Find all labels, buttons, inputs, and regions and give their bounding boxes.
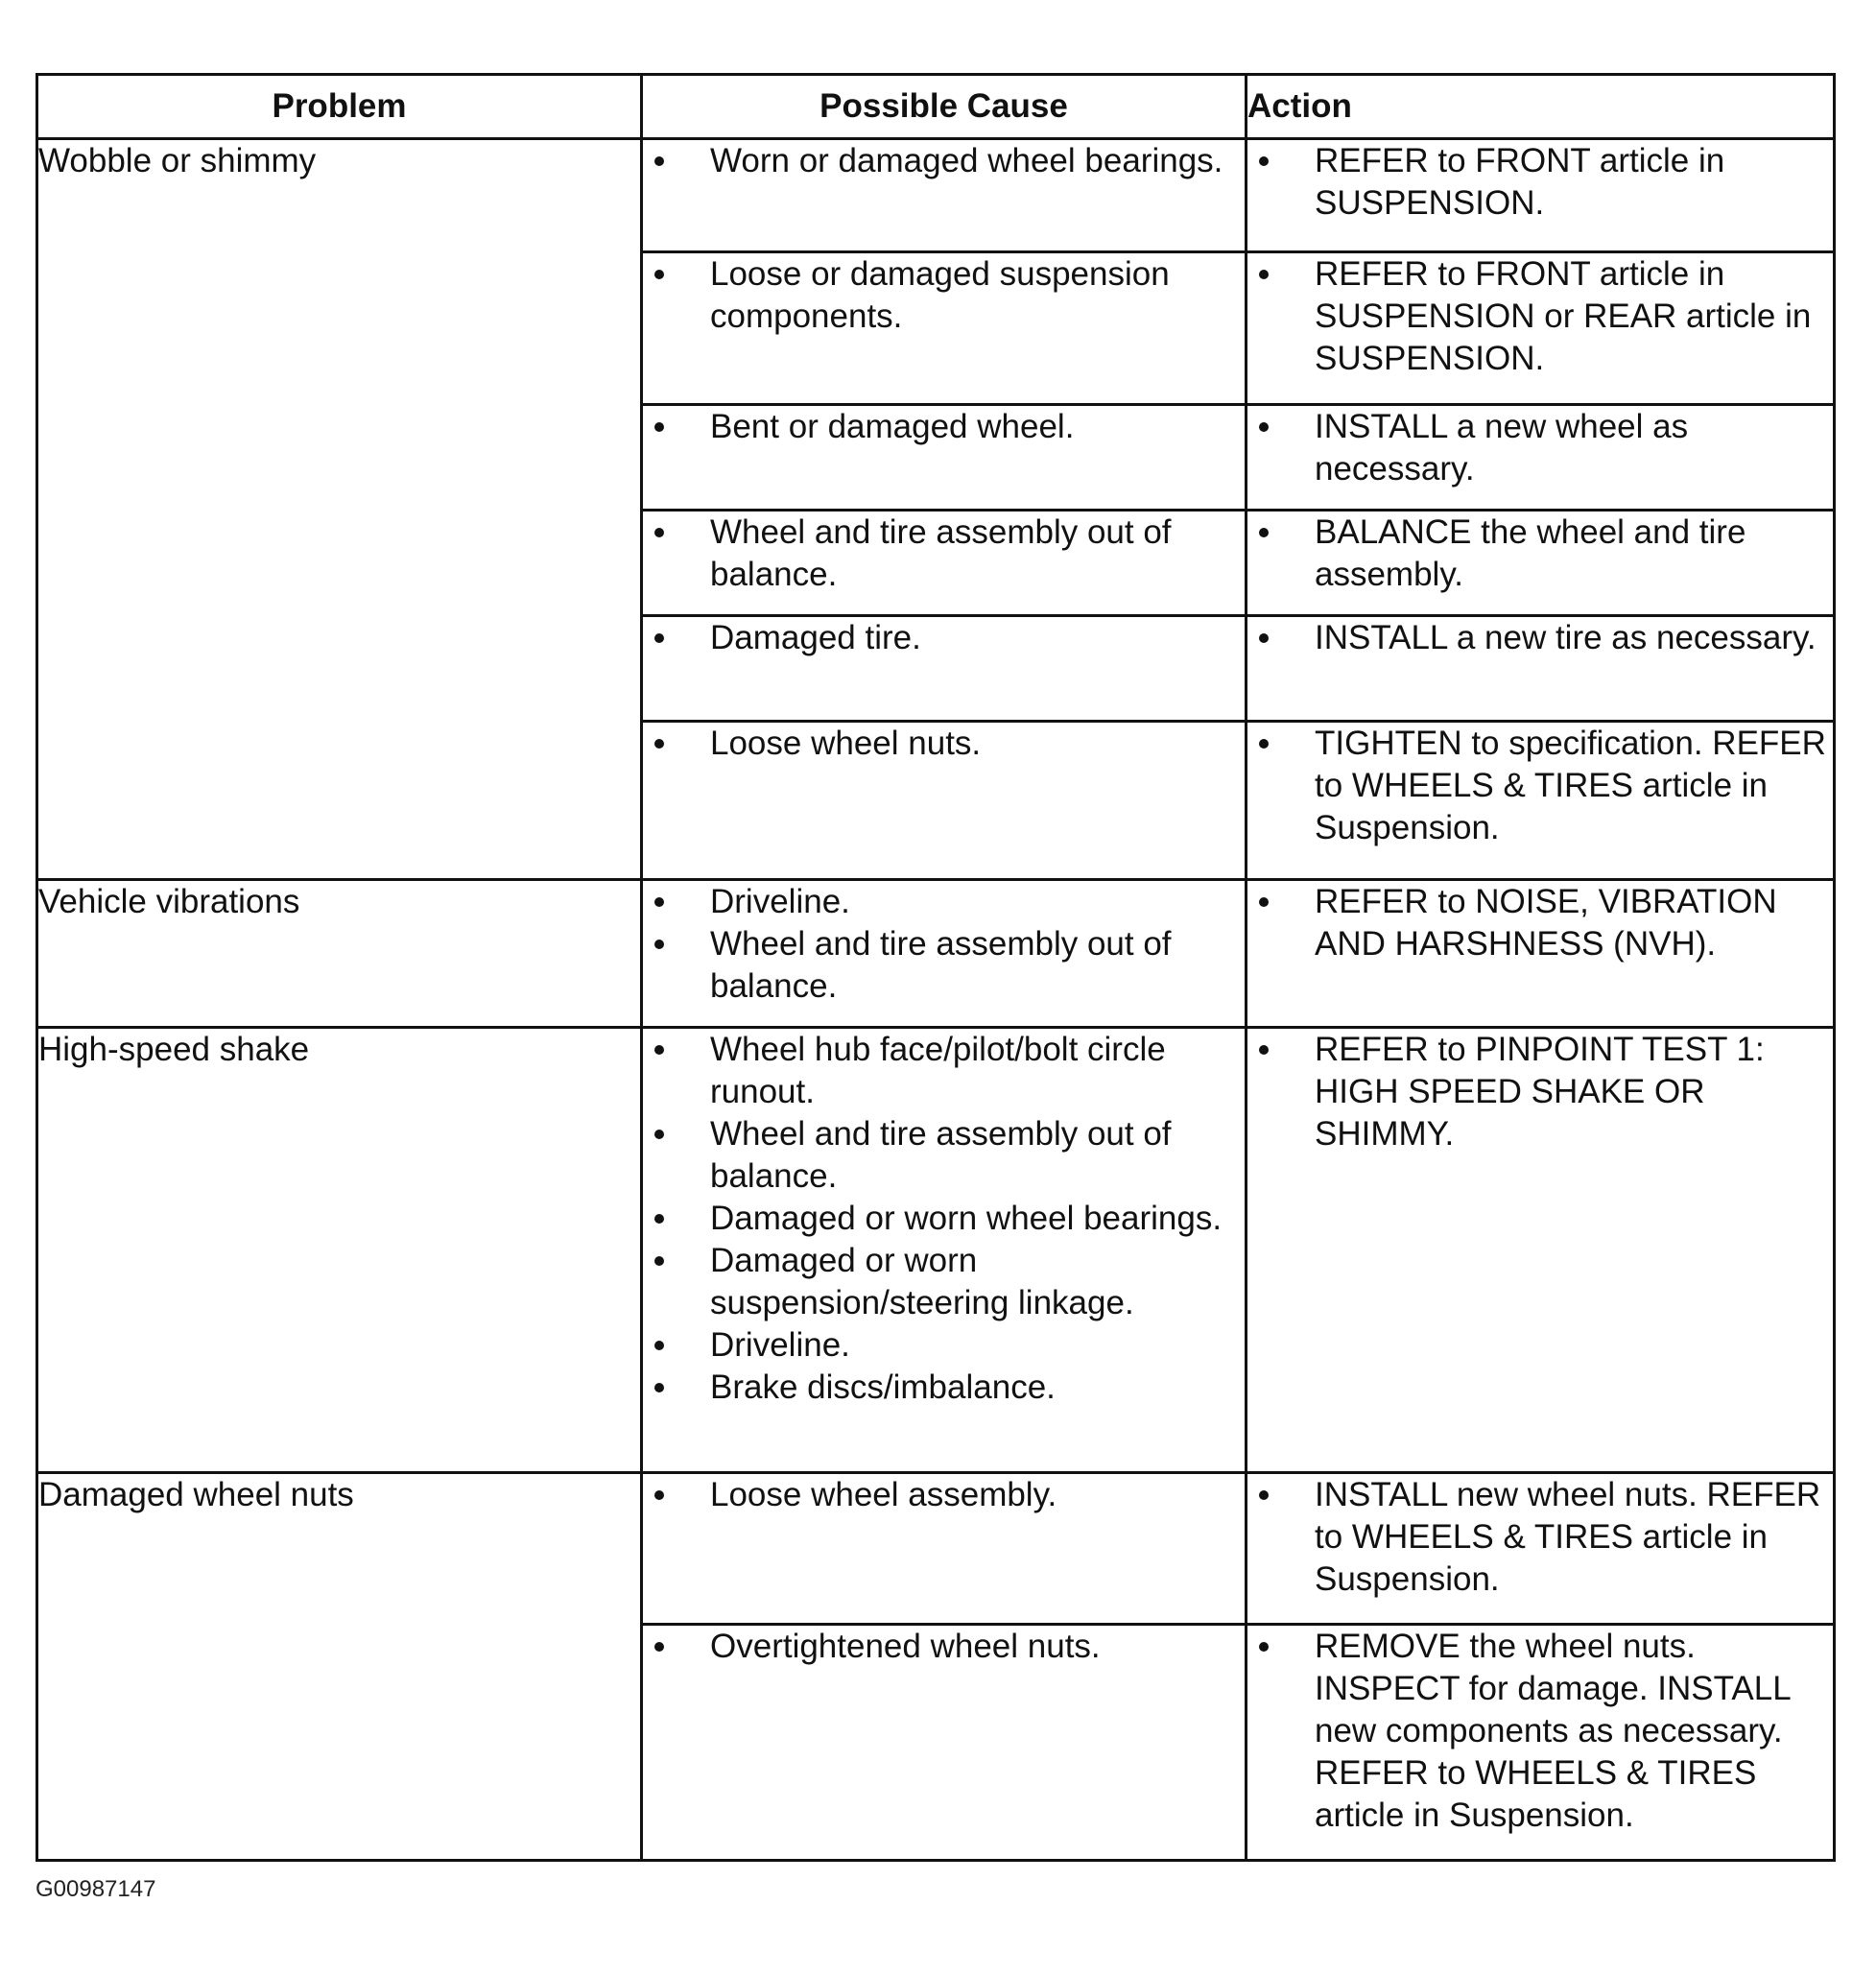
cause-item: Loose or damaged suspension components. bbox=[643, 253, 1245, 338]
action-cell bbox=[1247, 880, 1835, 1028]
action-cell bbox=[1247, 1473, 1835, 1625]
table-row bbox=[37, 139, 1835, 252]
cause-item: Wheel and tire assembly out of balance. bbox=[643, 923, 1245, 1008]
action-item: REFER to FRONT article in SUSPENSION. bbox=[1247, 140, 1833, 225]
cause-item: Brake discs/imbalance. bbox=[643, 1367, 1245, 1409]
table-row bbox=[37, 1028, 1835, 1473]
action-cell bbox=[1247, 616, 1835, 722]
action-item: INSTALL a new tire as necessary. bbox=[1247, 617, 1833, 659]
bullet-icon bbox=[654, 1045, 664, 1055]
problem-cell: Damaged wheel nuts bbox=[37, 1473, 642, 1861]
bullet-icon bbox=[1259, 528, 1269, 537]
action-item: REFER to FRONT article in SUSPENSION or REAR article in SUSPENSION. bbox=[1247, 253, 1833, 380]
cause-cell bbox=[642, 1625, 1247, 1861]
cause-item: Worn or damaged wheel bearings. bbox=[643, 140, 1245, 182]
cause-item: Loose wheel assembly. bbox=[643, 1474, 1245, 1516]
problem-cell: Vehicle vibrations bbox=[37, 880, 642, 1028]
bullet-icon bbox=[654, 739, 664, 749]
bullet-icon bbox=[1259, 1490, 1269, 1500]
cause-item: Bent or damaged wheel. bbox=[643, 406, 1245, 448]
bullet-icon bbox=[654, 1256, 664, 1266]
cause-item: Damaged or worn wheel bearings. bbox=[643, 1198, 1245, 1240]
cause-item: Wheel and tire assembly out of balance. bbox=[643, 512, 1245, 596]
bullet-icon bbox=[654, 1341, 664, 1350]
bullet-icon bbox=[654, 1383, 664, 1392]
cause-item: Damaged tire. bbox=[643, 617, 1245, 659]
figure-id: G00987147 bbox=[36, 1876, 156, 1902]
table-row bbox=[37, 880, 1835, 1028]
bullet-icon bbox=[1259, 897, 1269, 907]
cause-item: Wheel and tire assembly out of balance. bbox=[643, 1113, 1245, 1198]
action-item: REFER to PINPOINT TEST 1: HIGH SPEED SHAKE OR SHIMMY. bbox=[1247, 1029, 1833, 1155]
action-cell bbox=[1247, 511, 1835, 616]
bullet-icon bbox=[654, 897, 664, 907]
cause-item: Damaged or worn suspension/steering linkage. bbox=[643, 1240, 1245, 1324]
bullet-icon bbox=[654, 940, 664, 949]
cause-item: Wheel hub face/pilot/bolt circle runout. bbox=[643, 1029, 1245, 1113]
bullet-icon bbox=[1259, 1045, 1269, 1055]
cause-cell bbox=[642, 139, 1247, 252]
bullet-icon bbox=[1259, 633, 1269, 643]
action-cell bbox=[1247, 1028, 1835, 1473]
action-item: INSTALL a new wheel as necessary. bbox=[1247, 406, 1833, 490]
action-item: TIGHTEN to specification. REFER to WHEELS & TIRES article in Suspension. bbox=[1247, 723, 1833, 849]
bullet-icon bbox=[654, 156, 664, 166]
cause-cell bbox=[642, 616, 1247, 722]
action-item: INSTALL new wheel nuts. REFER to WHEELS & TIRES article in Suspension. bbox=[1247, 1474, 1833, 1601]
bullet-icon bbox=[1259, 156, 1269, 166]
cause-cell bbox=[642, 1028, 1247, 1473]
cause-item: Driveline. bbox=[643, 881, 1245, 923]
action-item: REFER to NOISE, VIBRATION AND HARSHNESS (NVH). bbox=[1247, 881, 1833, 965]
diagnosis-table bbox=[36, 73, 1836, 1862]
action-item: REMOVE the wheel nuts. INSPECT for damage. INSTALL new components as necessary. REFER to WHEELS & TIRES article in Suspension. bbox=[1247, 1626, 1833, 1837]
bullet-icon bbox=[1259, 422, 1269, 432]
cause-cell bbox=[642, 722, 1247, 880]
bullet-icon bbox=[654, 633, 664, 643]
bullet-icon bbox=[654, 528, 664, 537]
bullet-icon bbox=[654, 422, 664, 432]
cause-cell bbox=[642, 1473, 1247, 1625]
cause-cell bbox=[642, 880, 1247, 1028]
action-cell bbox=[1247, 139, 1835, 252]
action-cell bbox=[1247, 1625, 1835, 1861]
bullet-icon bbox=[654, 1642, 664, 1652]
action-cell bbox=[1247, 252, 1835, 405]
cause-cell bbox=[642, 511, 1247, 616]
cause-cell bbox=[642, 405, 1247, 511]
diagnosis-table-container bbox=[36, 73, 1833, 1862]
table-row bbox=[37, 1473, 1835, 1625]
action-cell bbox=[1247, 405, 1835, 511]
cause-item: Driveline. bbox=[643, 1324, 1245, 1367]
bullet-icon bbox=[654, 270, 664, 279]
table-header-row bbox=[37, 75, 1835, 139]
bullet-icon bbox=[1259, 739, 1269, 749]
bullet-icon bbox=[654, 1490, 664, 1500]
action-cell bbox=[1247, 722, 1835, 880]
header-problem: Problem bbox=[37, 75, 642, 139]
problem-cell: High-speed shake bbox=[37, 1028, 642, 1473]
cause-cell bbox=[642, 252, 1247, 405]
action-item: BALANCE the wheel and tire assembly. bbox=[1247, 512, 1833, 596]
header-possible-cause: Possible Cause bbox=[642, 75, 1247, 139]
bullet-icon bbox=[1259, 270, 1269, 279]
problem-cell: Wobble or shimmy bbox=[37, 139, 642, 880]
cause-item: Overtightened wheel nuts. bbox=[643, 1626, 1245, 1668]
bullet-icon bbox=[654, 1214, 664, 1224]
header-action: Action bbox=[1247, 75, 1835, 139]
bullet-icon bbox=[1259, 1642, 1269, 1652]
bullet-icon bbox=[654, 1130, 664, 1139]
cause-item: Loose wheel nuts. bbox=[643, 723, 1245, 765]
